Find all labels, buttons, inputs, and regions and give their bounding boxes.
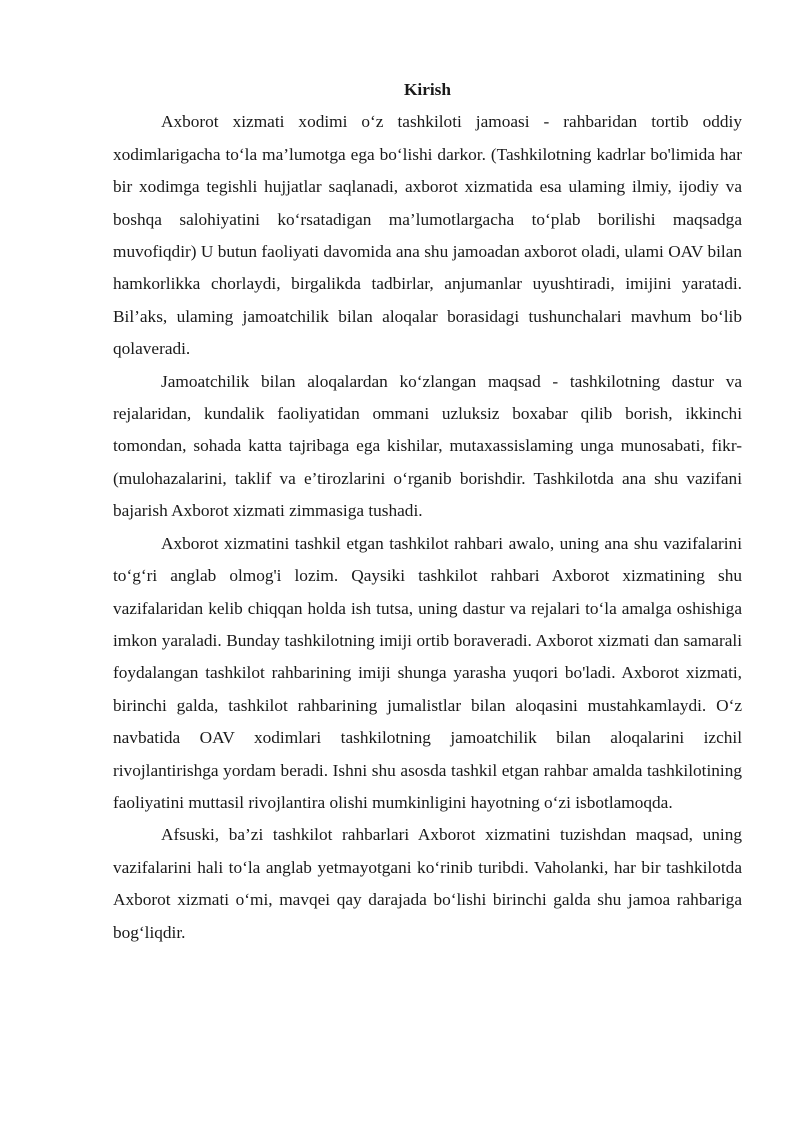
- paragraph-3: Axborot xizmatini tashkil etgan tashkilot rahbari awalo, uning ana shu vazifalarini to‘g‘ri anglab olmog'i lozim. Qaysiki tashkilot rahbari Axborot xizmatining shu vazifalaridan kelib chiqqan holda ish tutsa, uning dastur va rejalari to‘la amalga oshishiga imkon yaraladi. Bunday tashkilotning imiji ortib boraveradi. Axborot xizmati dan samarali foydalangan tashkilot rahbarining imiji shunga yarasha yuqori bo'ladi. Axborot xizmati, birinchi galda, tashkilot rahbarining jumalistlar bilan aloqasini mustahkamlaydi. O‘z navbatida OAV xodimlari tashkilotning jamoatchilik bilan aloqalarini izchil rivojlantirishga yordam beradi. Ishni shu asosda tashkil etgan rahbar amalda tashkilotining faoliyatini muttasil rivojlantira olishi mumkinligini hayotning o‘zi isbotlamoqda.: [113, 533, 742, 812]
- paragraph-4: Afsuski, ba’zi tashkilot rahbarlari Axborot xizmatini tuzishdan maqsad, uning vazifalarini hali to‘la anglab yetmayotgani ko‘rinib turibdi. Vaholanki, har bir tashkilotda Axborot xizmati o‘mi, mavqei qay darajada bo‘lishi birinchi galda shu jamoa rahbariga bog‘liqdir.: [113, 825, 742, 942]
- paragraph-1: Axborot xizmati xodimi o‘z tashkiloti jamoasi - rahbaridan tortib oddiy xodimlarigacha to‘la ma’lumotga ega bo‘lishi darkor. (Tashkilotning kadrlar bo'limida har bir xodimga tegishli hujjatlar saqlanadi, axborot xizmatida esa ulaming ilmiy, ijodiy va boshqa salohiyatini ko‘rsatadigan ma’lumotlargacha to‘plab borilishi maqsadga muvofiqdir) U butun faoliyati davomida ana shu jamoadan axborot oladi, ulami OAV bilan hamkorlikka chorlaydi, birgalikda tadbirlar, anjumanlar uyushtiradi, imijini yaratadi. Bil’aks, ulaming jamoatchilik bilan aloqalar borasidagi tushunchalari mavhum bo‘lib qolaveradi.: [113, 112, 742, 359]
- paragraph-2: Jamoatchilik bilan aloqalardan ko‘zlangan maqsad - tashkilotning dastur va rejalaridan, kundalik faoliyatidan ommani uzluksiz boxabar qilib borish, ikkinchi tomondan, sohada katta tajribaga ega kishilar, mutaxassislaming unga munosabati, fikr- (mulohazalarini, taklif va e’tirozlarini o‘rganib borishdir. Tashkilotda ana shu vazifani bajarish Axborot xizmati zimmasiga tushadi.: [113, 371, 742, 521]
- document-body: [113, 74, 742, 949]
- document-title: Kirish: [403, 80, 452, 99]
